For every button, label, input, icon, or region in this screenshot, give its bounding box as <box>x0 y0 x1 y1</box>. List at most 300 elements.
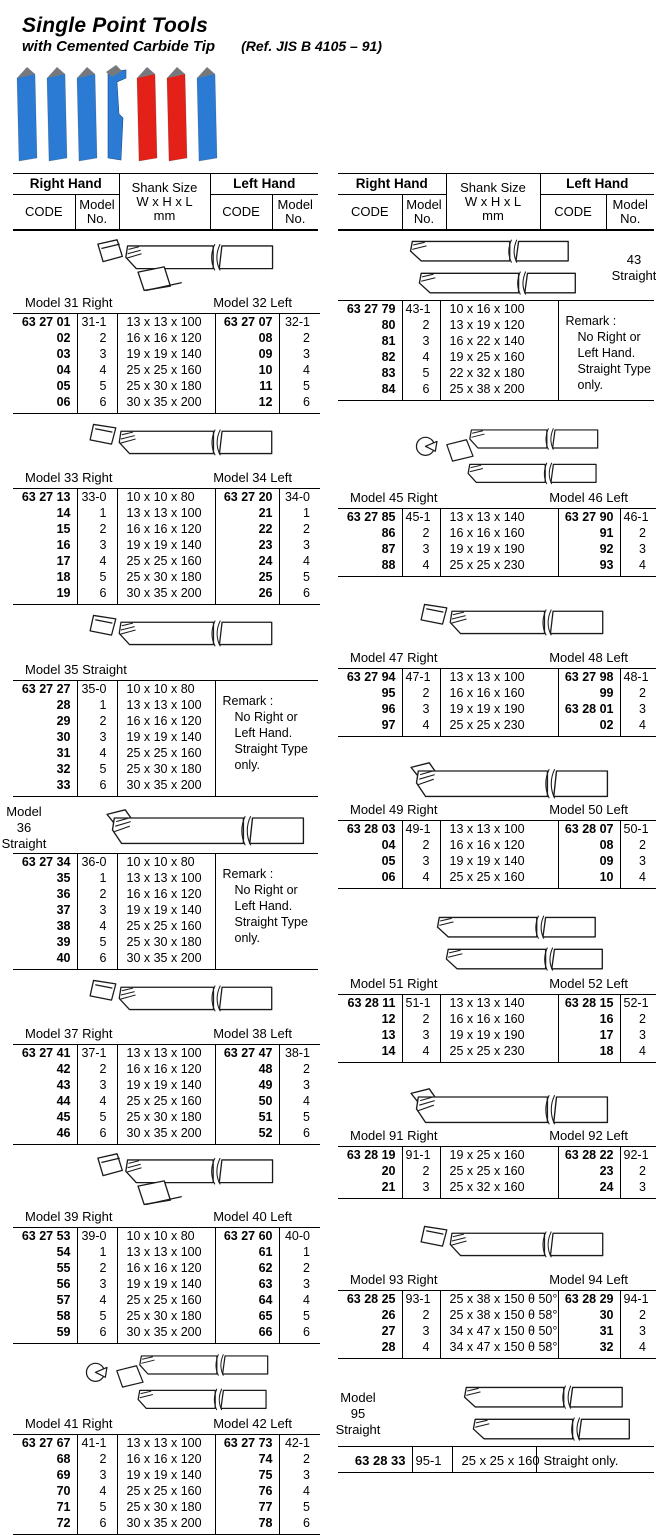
shank-size-cell: 25 x 25 x 230 <box>440 717 558 737</box>
table-row <box>13 1061 320 1077</box>
code-cell: 31 <box>56 746 71 760</box>
table-row <box>13 314 320 331</box>
remark-heading: Remark : <box>565 314 617 328</box>
model-cell: 3 <box>402 333 440 349</box>
spec-table <box>13 680 318 797</box>
left-model-cell: 6 <box>279 585 320 605</box>
tool-section <box>13 977 318 1145</box>
left-code-cell: 26 <box>215 585 279 605</box>
table-row <box>13 1244 320 1260</box>
left-model-cell: 4 <box>279 1093 320 1109</box>
shank-size-header <box>119 174 210 231</box>
right-code-cell: 14 <box>56 506 71 520</box>
caption-row <box>13 1208 318 1226</box>
right-code-cell: 63 27 85 <box>346 510 396 524</box>
right-code-cell: 57 <box>56 1293 71 1307</box>
right-model-cell: 39-0 <box>77 1228 117 1245</box>
right-model-cell: 4 <box>402 869 440 889</box>
table-row <box>13 1515 320 1535</box>
table-row <box>13 1292 320 1308</box>
right-model-cell: 47-1 <box>402 669 440 686</box>
right-model-cell: 6 <box>77 1324 117 1344</box>
shank-size-cell: 25 x 25 x 160 <box>117 918 215 934</box>
model-cell: 6 <box>77 777 117 797</box>
code-header: CODE <box>210 195 272 231</box>
left-code-cell: 23 <box>558 1163 620 1179</box>
model-cell: 43-1 <box>402 301 440 318</box>
left-code-cell: 63 28 07 <box>558 821 620 838</box>
shank-size-cell: 25 x 25 x 160 <box>117 1483 215 1499</box>
left-sections <box>1 238 318 1535</box>
model-cell: 6 <box>402 381 440 401</box>
right-code-cell: 17 <box>56 554 71 568</box>
model-caption <box>13 660 318 679</box>
spec-table <box>338 1290 656 1359</box>
remark-line: only. <box>234 758 260 772</box>
right-model-cell: 3 <box>402 1323 440 1339</box>
code-cell: 39 <box>56 935 71 949</box>
right-code-cell: 06 <box>381 870 396 884</box>
left-code-cell: 65 <box>215 1308 279 1324</box>
left-model-cell: 4 <box>620 1339 656 1359</box>
right-model-cell: 6 <box>77 394 117 414</box>
table-row <box>338 1179 656 1199</box>
shank-size-cell: 10 x 10 x 80 <box>117 1228 215 1245</box>
right-model-cell: 4 <box>77 1093 117 1109</box>
left-model-cell: 46-1 <box>620 509 656 526</box>
shank-size-cell: 10 x 10 x 80 <box>117 854 215 871</box>
table-row <box>338 1307 656 1323</box>
left-model-cell: 3 <box>279 346 320 362</box>
right-model-cell: 45-1 <box>402 509 440 526</box>
caption-row <box>338 649 654 667</box>
left-code-cell: 75 <box>215 1467 279 1483</box>
table-row <box>338 1323 656 1339</box>
right-model-cell: 5 <box>77 1499 117 1515</box>
shank-size-cell: 25 x 25 x 160 <box>117 1093 215 1109</box>
remark-line: only. <box>234 931 260 945</box>
left-model-cell: 42-1 <box>279 1435 320 1452</box>
right-model-cell: 3 <box>77 346 117 362</box>
left-code-cell: 12 <box>215 394 279 414</box>
model-caption-left: Model 34 Left <box>213 470 292 485</box>
right-model-cell: 31-1 <box>77 314 117 331</box>
spec-table <box>338 994 656 1063</box>
right-code-cell: 28 <box>381 1340 396 1354</box>
right-model-cell: 3 <box>402 1179 440 1199</box>
tool-section <box>335 1383 654 1473</box>
right-code-cell: 63 27 41 <box>21 1046 71 1060</box>
left-model-cell: 34-0 <box>279 489 320 506</box>
model-no-header: Model No. <box>272 195 318 231</box>
right-code-cell: 70 <box>56 1484 71 1498</box>
model-caption-left: Model 50 Left <box>549 802 628 817</box>
right-model-cell: 5 <box>77 378 117 394</box>
shank-size-cell: 13 x 19 x 120 <box>440 317 558 333</box>
tool-diagram <box>338 1223 654 1271</box>
table-row <box>338 1447 654 1473</box>
remark-cell <box>558 301 654 401</box>
left-model-cell: 4 <box>279 1483 320 1499</box>
tool-section <box>338 237 654 401</box>
right-model-cell: 4 <box>402 557 440 577</box>
left-code-cell: 62 <box>215 1260 279 1276</box>
model-cell: 4 <box>77 918 117 934</box>
left-code-cell: 10 <box>215 362 279 378</box>
remark-line: No Right or <box>577 330 641 344</box>
shank-size-cell: 30 x 35 x 200 <box>117 585 215 605</box>
shank-size-line: W x H x L <box>136 193 193 209</box>
shank-size-cell: 25 x 30 x 180 <box>117 1109 215 1125</box>
table-row <box>13 521 320 537</box>
shank-size-cell: 25 x 32 x 160 <box>440 1179 558 1199</box>
left-model-cell: 6 <box>279 394 320 414</box>
model-caption-right: Model 47 Right <box>350 650 438 665</box>
caption-row <box>338 1271 654 1289</box>
left-model-cell: 40-0 <box>279 1228 320 1245</box>
left-code-cell: 22 <box>215 521 279 537</box>
model-cell: 36-0 <box>77 854 117 871</box>
left-code-cell: 63 27 07 <box>215 314 279 331</box>
right-model-cell: 2 <box>77 330 117 346</box>
table-row <box>13 1045 320 1062</box>
left-code-cell: 63 27 20 <box>215 489 279 506</box>
code-cell: 29 <box>56 714 71 728</box>
table-row <box>13 585 320 605</box>
right-code-cell: 46 <box>56 1126 71 1140</box>
model-cell: 3 <box>77 902 117 918</box>
right-model-cell: 2 <box>77 1260 117 1276</box>
left-model-cell: 1 <box>279 1244 320 1260</box>
table-row <box>338 701 656 717</box>
code-cell: 35 <box>56 871 71 885</box>
right-code-cell: 58 <box>56 1309 71 1323</box>
table-row <box>338 669 656 686</box>
table-row <box>13 1109 320 1125</box>
shank-size-cell: 19 x 19 x 140 <box>117 1467 215 1483</box>
table-row <box>338 1043 656 1063</box>
right-code-cell: 13 <box>381 1028 396 1042</box>
table-row <box>338 1027 656 1043</box>
left-code-cell: 61 <box>215 1244 279 1260</box>
right-code-cell: 12 <box>381 1012 396 1026</box>
shank-size-cell: 13 x 13 x 100 <box>117 505 215 521</box>
shank-size-cell: 25 x 30 x 180 <box>117 378 215 394</box>
left-code-cell: 66 <box>215 1324 279 1344</box>
caption-row <box>13 469 318 487</box>
tool-diagram <box>338 913 654 975</box>
code-cell: 63 27 34 <box>21 855 71 869</box>
left-code-cell: 64 <box>215 1292 279 1308</box>
spec-table <box>338 668 656 737</box>
tool-section <box>13 612 318 797</box>
remark-heading: Remark : <box>222 694 274 708</box>
shank-size-cell: 25 x 25 x 230 <box>440 1043 558 1063</box>
shank-size-cell: 19 x 19 x 140 <box>117 729 215 745</box>
table-row <box>338 541 656 557</box>
table-row <box>13 553 320 569</box>
table-row <box>338 1291 656 1308</box>
table-row <box>13 1467 320 1483</box>
shank-size-cell: 25 x 38 x 200 <box>440 381 558 401</box>
left-code-cell: 02 <box>558 717 620 737</box>
shank-size-header <box>446 174 540 231</box>
left-code-cell: 31 <box>558 1323 620 1339</box>
left-model-cell: 3 <box>620 541 656 557</box>
model-caption-right: Model 37 Right <box>25 1026 113 1041</box>
left-code-cell: 76 <box>215 1483 279 1499</box>
model-caption-line: 43 <box>626 252 642 267</box>
right-model-cell: 2 <box>402 525 440 541</box>
code-header: CODE <box>24 204 63 219</box>
spec-table <box>338 300 654 401</box>
table-row <box>13 1451 320 1467</box>
remark-line: Straight Type <box>577 362 651 376</box>
model-cell: 2 <box>402 317 440 333</box>
caption-row <box>13 1415 318 1433</box>
shank-size-line: W x H x L <box>464 193 522 209</box>
model-caption-right: Model 33 Right <box>25 470 113 485</box>
right-model-cell: 3 <box>77 1467 117 1483</box>
shank-size-cell: 30 x 35 x 200 <box>117 394 215 414</box>
left-model-cell: 94-1 <box>620 1291 656 1308</box>
left-code-cell: 08 <box>558 837 620 853</box>
remark-line: No Right or <box>234 883 298 897</box>
remark-cell <box>215 681 318 797</box>
code-cell: 63 27 27 <box>21 682 71 696</box>
shank-size-cell: 19 x 19 x 140 <box>117 902 215 918</box>
model-caption-left: Model 32 Left <box>213 295 292 310</box>
right-code-cell: 87 <box>381 542 396 556</box>
shank-size-cell: 16 x 22 x 140 <box>440 333 558 349</box>
model-caption-right: Model 91 Right <box>350 1128 438 1143</box>
spec-table <box>338 820 656 889</box>
model-caption-right: Model 93 Right <box>350 1272 438 1287</box>
left-model-cell: 5 <box>279 1499 320 1515</box>
tool-diagram <box>338 425 654 489</box>
shank-size-cell: 16 x 16 x 120 <box>117 886 215 902</box>
left-hand-header: Left Hand <box>540 174 654 195</box>
right-code-cell: 54 <box>56 1245 71 1259</box>
right-code-cell: 43 <box>56 1078 71 1092</box>
tool-diagram <box>338 761 654 801</box>
shank-size-cell: 13 x 13 x 100 <box>117 1244 215 1260</box>
shank-size-line: Shank Size <box>460 179 526 195</box>
table-row <box>13 1499 320 1515</box>
right-model-cell: 5 <box>77 1308 117 1324</box>
model-caption-right: Model 51 Right <box>350 976 438 991</box>
right-model-cell: 3 <box>402 1027 440 1043</box>
shank-size-cell: 34 x 47 x 150 θ 50° <box>440 1323 558 1339</box>
right-code-cell: 88 <box>381 558 396 572</box>
shank-size-line: mm <box>153 207 176 223</box>
right-sections <box>335 237 656 1473</box>
table-row <box>338 525 656 541</box>
right-code-cell: 02 <box>56 331 71 345</box>
shank-size-cell: 16 x 16 x 120 <box>117 1451 215 1467</box>
page-title: Single Point Tools <box>22 14 208 37</box>
right-model-cell: 37-1 <box>77 1045 117 1062</box>
remark-line: Straight Type <box>234 915 308 929</box>
left-model-cell: 48-1 <box>620 669 656 686</box>
table-row <box>13 362 320 378</box>
code-cell: 81 <box>381 334 396 348</box>
right-model-cell: 49-1 <box>402 821 440 838</box>
left-model-cell: 2 <box>279 521 320 537</box>
right-code-cell: 19 <box>56 586 71 600</box>
right-code-cell: 71 <box>56 1500 71 1514</box>
left-code-cell: 63 28 15 <box>558 995 620 1012</box>
shank-size-cell: 25 x 25 x 160 <box>440 1163 558 1179</box>
left-model-cell: 32-1 <box>279 314 320 331</box>
shank-size-cell: 13 x 13 x 140 <box>440 995 558 1012</box>
left-model-cell: 6 <box>279 1125 320 1145</box>
tool-section <box>1 804 318 970</box>
left-code-cell: 25 <box>215 569 279 585</box>
left-model-cell: 3 <box>620 1179 656 1199</box>
left-code-cell: 32 <box>558 1339 620 1359</box>
right-model-cell: 1 <box>77 1244 117 1260</box>
left-code-cell: 78 <box>215 1515 279 1535</box>
shank-size-cell: 16 x 16 x 160 <box>440 525 558 541</box>
table-row <box>338 717 656 737</box>
table-row <box>338 301 654 318</box>
right-code-cell: 63 27 67 <box>21 1436 71 1450</box>
right-code-cell: 26 <box>381 1308 396 1322</box>
right-model-cell: 51-1 <box>402 995 440 1012</box>
left-code-cell: 08 <box>215 330 279 346</box>
code-cell: 32 <box>56 762 71 776</box>
right-code-cell: 06 <box>56 395 71 409</box>
right-model-cell: 2 <box>77 1061 117 1077</box>
right-model-cell: 3 <box>77 537 117 553</box>
left-code-cell: 63 <box>215 1276 279 1292</box>
tool-diagram <box>56 808 329 848</box>
model-caption-left: Model 42 Left <box>213 1416 292 1431</box>
right-model-cell: 1 <box>77 505 117 521</box>
spec-table <box>13 488 320 605</box>
table-row <box>338 1011 656 1027</box>
table-row <box>13 489 320 506</box>
left-model-cell: 38-1 <box>279 1045 320 1062</box>
table-row <box>13 1435 320 1452</box>
left-model-cell: 2 <box>279 330 320 346</box>
code-cell: 83 <box>381 366 396 380</box>
left-code-cell: 09 <box>215 346 279 362</box>
left-code-cell: 24 <box>558 1179 620 1199</box>
right-model-cell: 4 <box>402 717 440 737</box>
right-model-cell: 33-0 <box>77 489 117 506</box>
code-cell: 37 <box>56 903 71 917</box>
shank-size-cell: 13 x 13 x 140 <box>440 509 558 526</box>
table-row <box>338 821 656 838</box>
right-code-cell: 63 28 25 <box>346 1292 396 1306</box>
tool-section <box>338 761 654 889</box>
shank-size-cell: 30 x 35 x 200 <box>117 950 215 970</box>
model-caption-right: Model 39 Right <box>25 1209 113 1224</box>
left-code-cell: 11 <box>215 378 279 394</box>
code-cell: 36 <box>56 887 71 901</box>
left-code-cell: 09 <box>558 853 620 869</box>
left-model-cell: 2 <box>620 525 656 541</box>
code-header: CODE <box>540 195 606 231</box>
caption-row <box>338 489 654 507</box>
left-model-cell: 2 <box>279 1260 320 1276</box>
right-code-cell: 95 <box>381 686 396 700</box>
caption-row <box>338 801 654 819</box>
right-code-cell: 59 <box>56 1325 71 1339</box>
left-code-cell: 18 <box>558 1043 620 1063</box>
model-cell: 2 <box>77 713 117 729</box>
caption-row <box>338 975 654 993</box>
right-code-cell: 15 <box>56 522 71 536</box>
shank-size-cell: 22 x 32 x 180 <box>440 365 558 381</box>
shank-size-cell: 19 x 25 x 160 <box>440 1147 558 1164</box>
shank-size-cell: 25 x 25 x 160 <box>117 1292 215 1308</box>
right-code-cell: 18 <box>56 570 71 584</box>
tool-diagram <box>13 1351 318 1415</box>
tool-diagram <box>13 977 318 1025</box>
model-no-header: Model No. <box>402 195 446 231</box>
left-model-cell: 1 <box>279 505 320 521</box>
right-code-cell: 96 <box>381 702 396 716</box>
right-model-cell: 2 <box>402 1011 440 1027</box>
left-code-cell: 48 <box>215 1061 279 1077</box>
table-row <box>13 505 320 521</box>
table-row <box>13 1483 320 1499</box>
left-model-cell: 3 <box>279 537 320 553</box>
right-code-cell: 04 <box>381 838 396 852</box>
right-code-cell: 42 <box>56 1062 71 1076</box>
diagram-row <box>338 237 654 299</box>
right-model-cell: 2 <box>402 837 440 853</box>
code-cell: 82 <box>381 350 396 364</box>
right-model-cell: 3 <box>77 1276 117 1292</box>
spec-table <box>13 1434 320 1535</box>
tool-section <box>13 1152 318 1344</box>
right-code-cell: 63 28 19 <box>346 1148 396 1162</box>
right-code-cell: 45 <box>56 1110 71 1124</box>
left-code-cell: 99 <box>558 685 620 701</box>
tool-diagram <box>13 238 318 294</box>
shank-size-cell: 25 x 30 x 180 <box>117 761 215 777</box>
code-cell: 33 <box>56 778 71 792</box>
left-model-cell: 4 <box>279 553 320 569</box>
left-code-cell: 63 27 47 <box>215 1045 279 1062</box>
model-caption-left: Model 94 Left <box>549 1272 628 1287</box>
table-row <box>338 869 656 889</box>
spec-table <box>338 1146 656 1199</box>
shank-size-cell: 30 x 35 x 200 <box>117 1515 215 1535</box>
table-row <box>13 854 318 871</box>
diagram-row <box>1 804 318 852</box>
model-cell: 3 <box>77 729 117 745</box>
model-cell: 5 <box>77 761 117 777</box>
diagram-row <box>335 1383 654 1445</box>
spec-table <box>13 1044 320 1145</box>
right-code-cell: 69 <box>56 1468 71 1482</box>
table-row <box>13 330 320 346</box>
right-column <box>335 173 656 1535</box>
table-row <box>13 1308 320 1324</box>
shank-size-cell: 25 x 25 x 160 <box>117 362 215 378</box>
left-code-cell: 10 <box>558 869 620 889</box>
left-model-cell: 4 <box>620 557 656 577</box>
table-row <box>338 557 656 577</box>
remark-line: only. <box>577 378 603 392</box>
remark-line: Straight Type <box>234 742 308 756</box>
shank-size-cell: 16 x 16 x 120 <box>117 1260 215 1276</box>
